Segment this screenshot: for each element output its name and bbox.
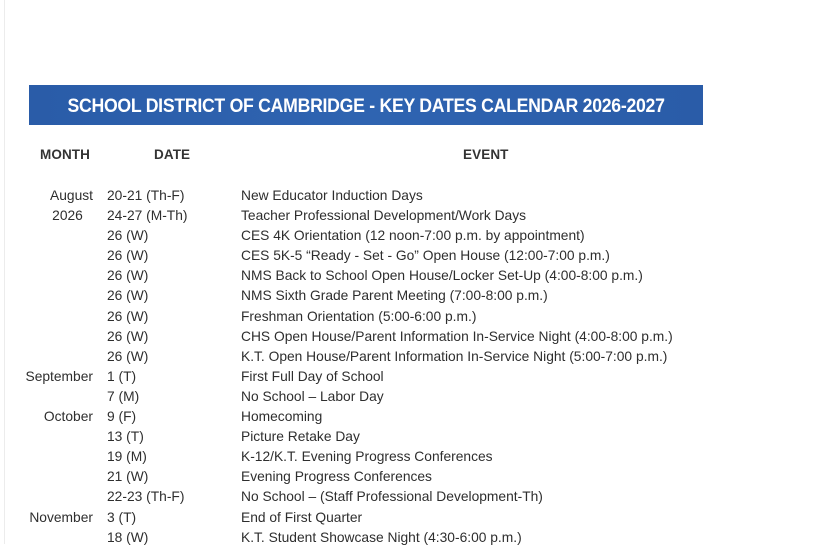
date-cell: 18 (W) [107,529,149,545]
table-row [0,226,816,246]
date-cell: 26 (W) [107,328,149,344]
table-row [0,407,816,427]
table-row [0,508,816,528]
event-cell: NMS Back to School Open House/Locker Set-Up (4:00-8:00 p.m.) [241,268,643,284]
table-row [0,206,816,226]
month-cell: October [43,409,93,425]
calendar-table [0,186,816,548]
date-cell: 21 (W) [107,469,149,485]
table-row [0,487,816,507]
event-cell: NMS Sixth Grade Parent Meeting (7:00-8:00 p.m.) [241,288,548,304]
event-cell: K-12/K.T. Evening Progress Conferences [241,449,493,465]
date-cell: 1 (T) [107,368,137,384]
date-cell: 20-21 (Th-F) [107,188,185,203]
month-cell: 2026 [52,208,83,224]
date-cell: 26 (W) [107,268,149,284]
date-cell: 26 (W) [107,288,149,304]
column-header-month: MONTH [40,147,90,162]
event-cell: K.T. Open House/Parent Information In-Service Night (5:00-7:00 p.m.) [241,348,668,364]
date-cell: 13 (T) [107,429,144,445]
column-header-date: DATE [154,147,191,162]
event-cell: New Educator Induction Days [241,188,423,203]
date-cell: 26 (W) [107,348,149,364]
event-cell: First Full Day of School [241,368,384,384]
table-row [0,528,816,548]
date-cell: 26 (W) [107,248,149,264]
event-cell: CHS Open House/Parent Information In-Service Night (4:00-8:00 p.m.) [241,328,673,344]
month-cell: September [25,368,93,384]
event-cell: K.T. Student Showcase Night (4:30-6:00 p.m.) [241,529,522,545]
table-row [0,286,816,306]
column-header-event: EVENT [463,147,509,162]
event-cell: Homecoming [241,409,323,425]
event-cell: End of First Quarter [241,509,363,525]
date-cell: 3 (T) [107,509,137,525]
event-cell: Teacher Professional Development/Work Days [241,208,527,224]
table-row [0,347,816,367]
table-row [0,307,816,327]
table-row [0,367,816,387]
event-cell: CES 5K-5 “Ready - Set - Go” Open House (12:00-7:00 p.m.) [241,248,610,264]
date-cell: 26 (W) [107,308,149,324]
date-cell: 24-27 (M-Th) [107,208,188,224]
event-cell: No School – (Staff Professional Development-Th) [241,489,543,505]
event-cell: Picture Retake Day [241,429,360,445]
month-cell: August [50,188,93,203]
event-cell: CES 4K Orientation (12 noon-7:00 p.m. by appointment) [241,228,585,244]
table-row [0,266,816,286]
table-row [0,427,816,447]
event-cell: Freshman Orientation (5:00-6:00 p.m.) [241,308,477,324]
date-cell: 9 (F) [107,409,137,425]
table-row [0,447,816,467]
date-cell: 19 (M) [107,449,147,465]
title-banner [29,85,703,125]
table-row [0,186,816,206]
document-title: SCHOOL DISTRICT OF CAMBRIDGE - KEY DATES CALENDAR 2026-2027 [67,96,665,117]
date-cell: 22-23 (Th-F) [107,489,185,505]
date-cell: 26 (W) [107,228,149,244]
month-cell: November [29,509,93,525]
table-row [0,327,816,347]
table-row [0,387,816,407]
event-cell: No School – Labor Day [241,388,384,404]
date-cell: 7 (M) [107,388,140,404]
table-row [0,246,816,266]
event-cell: Evening Progress Conferences [241,469,432,485]
table-row [0,467,816,487]
